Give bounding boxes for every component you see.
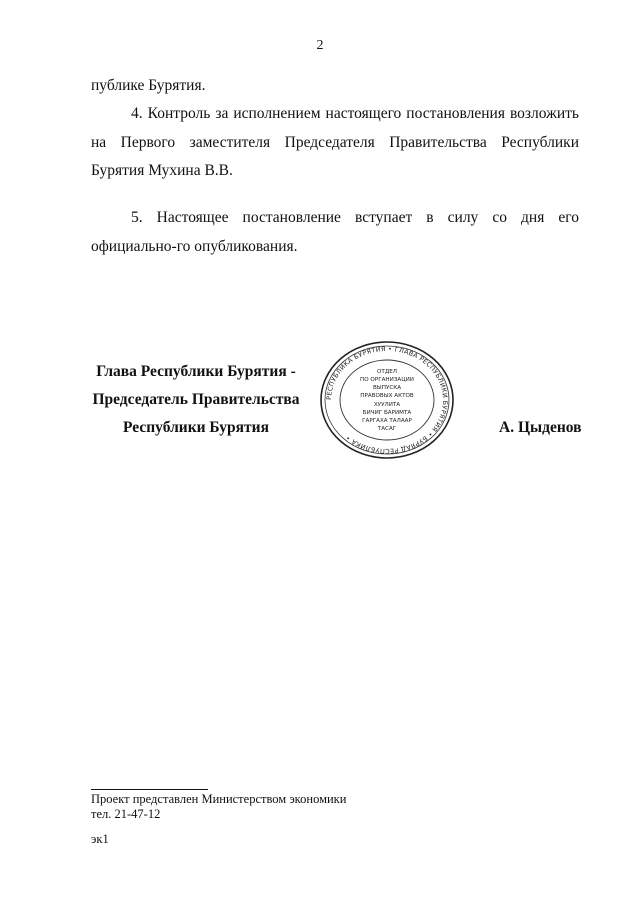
official-seal-icon (318, 340, 456, 460)
paragraph-3: 5. Настоящее постановление вступает в силу со дня его официально-го опубликования. (91, 209, 579, 255)
paragraph-continuation (91, 72, 579, 101)
seal-line-2: ПО ОРГАНИЗАЦИИ (360, 377, 414, 383)
signatory-title (91, 358, 301, 442)
signatory-title-line-3: Республики Бурятия (123, 419, 269, 436)
footer-phone: тел. 21-47-12 (91, 807, 161, 821)
footer-code: эк1 (91, 832, 109, 846)
seal-line-6: БИЧИГ БАРИМТА (362, 410, 412, 416)
seal-ring-text: РЕСПУБЛИКА БУРЯТИЯ • ГЛАВА РЕСПУБЛИКИ БУРЯТИЯ • БУРЯАД РЕСПУБЛИКА • (324, 344, 450, 456)
paragraph-1: публике Бурятия. (91, 77, 206, 94)
paragraph-effect (91, 204, 579, 261)
seal-line-4: ПРАВОВЫХ АКТОВ (360, 393, 414, 399)
signatory-title-line-1: Глава Республики Бурятия - (96, 363, 296, 380)
paragraph-control (91, 100, 579, 186)
seal-line-3: ВЫПУСКА (372, 385, 402, 391)
signatory-title-line-2: Председатель Правительства (92, 391, 300, 408)
page-number: 2 (316, 38, 324, 53)
paragraph-2: 4. Контроль за исполнением настоящего постановления возложить на Первого заместителя Председателя Правительства Республики Бурятия Мухина В.В. (91, 105, 579, 179)
footer-divider (91, 789, 208, 790)
seal-line-8: ТАСАГ (377, 426, 397, 432)
seal-line-7: ГАРГАХА ТАЛААР (362, 418, 412, 424)
seal-line-5: ХУУЛИТА (373, 402, 401, 408)
seal-line-1: ОТДЕЛ (377, 369, 397, 375)
signatory-name: А. Цыденов (499, 419, 582, 436)
footer-project-note: Проект представлен Министерством экономики (91, 792, 347, 806)
